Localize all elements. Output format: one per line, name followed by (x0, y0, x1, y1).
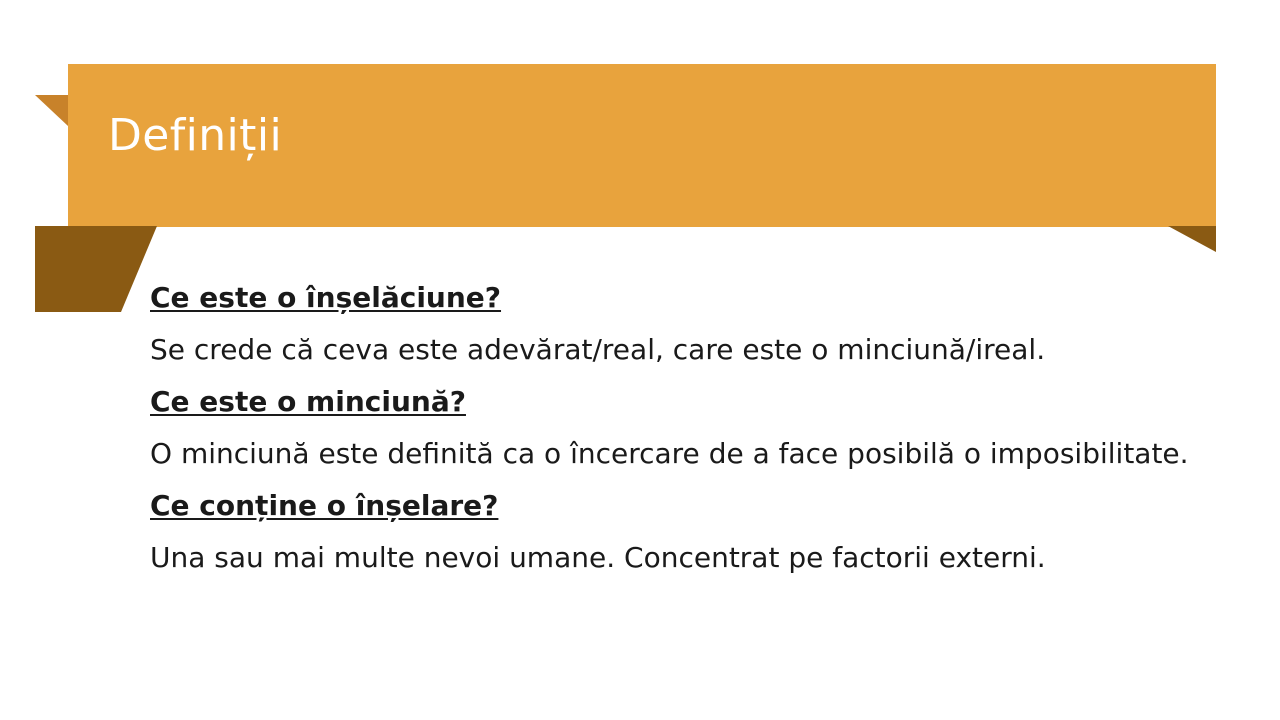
definition-question: Ce este o înșelăciune? (150, 281, 502, 314)
definition-answer: O minciună este definită ca o încercare de a face posibilă o imposibilitate. (150, 437, 1189, 470)
banner-left-fold-icon (35, 95, 68, 126)
definition-answer: Se crede că ceva este adevărat/real, care este o minciună/ireal. (150, 333, 1046, 366)
definition-question: Ce este o minciună? (150, 385, 466, 418)
definition-answer: Una sau mai multe nevoi umane. Concentrat pe factorii externi. (150, 541, 1046, 574)
banner-right-fold-icon (1168, 226, 1216, 252)
slide-body (150, 272, 1189, 584)
page-title: Definiții (108, 110, 283, 161)
banner-left-shadow-fold-icon (35, 226, 157, 312)
definition-question: Ce conține o înșelare? (150, 489, 499, 522)
